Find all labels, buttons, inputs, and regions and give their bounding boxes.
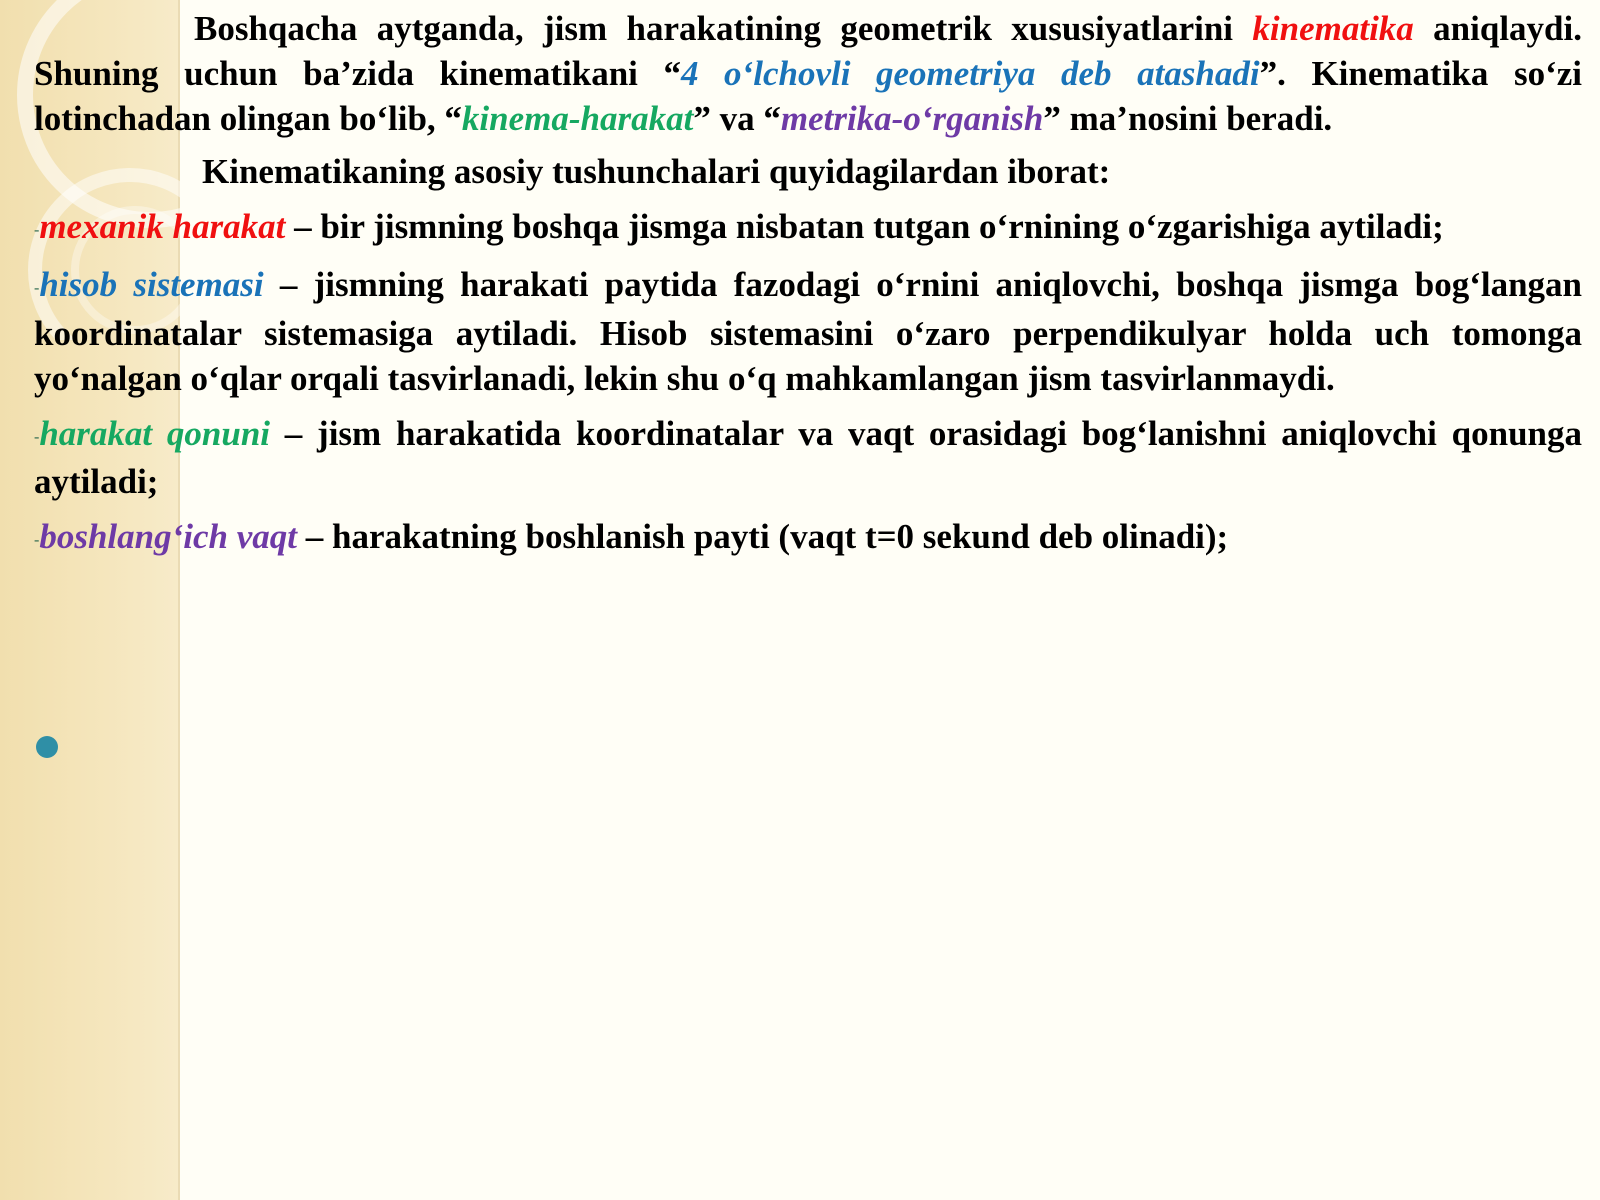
term-4d-geometry: 4 o‘lchovli geometriya deb atashadi — [680, 54, 1260, 93]
dash-marker: - — [34, 428, 40, 446]
term-kinematika: kinematika — [1252, 9, 1414, 48]
term-metrika: metrika-o‘rganish — [780, 99, 1044, 138]
intro-text-2: aniqlaydi. Shuning uchun ba’zida kinematikani “ — [34, 9, 1582, 93]
definition-text: – bir jismning boshqa jismga nisbatan tutgan o‘rnining o‘zgarishiga aytiladi; — [285, 207, 1444, 246]
dash-marker: - — [34, 279, 40, 297]
list-item-mexanik-harakat — [34, 204, 1582, 252]
list-item-boshlangich-vaqt — [34, 514, 1582, 562]
slide-content — [34, 6, 1582, 563]
dash-marker: - — [34, 531, 40, 549]
term-mexanik-harakat: mexanik harakat — [39, 207, 286, 246]
definition-text: – jismning harakati paytida fazodagi o‘rnini aniqlovchi, boshqa jismga bog‘langan koordinatalar sistemasiga aytiladi. Hisob sistemasini o‘zaro perpendikulyar holda uch tomonga yo‘nalgan o‘qlar orqali tasvirlanadi, lekin shu o‘q mahkamlangan jism tasvirlanmaydi. — [34, 265, 1583, 398]
term-kinema: kinema-harakat — [461, 99, 694, 138]
intro-text-1: Boshqacha aytganda, jism harakatining geometrik xususiyatlarini — [194, 9, 1253, 48]
intro-text-4: ” va “ — [693, 99, 781, 138]
section-heading: Kinematikaning asosiy tushunchalari quyidagilardan iborat: — [202, 152, 1111, 191]
term-hisob-sistemasi: hisob sistemasi — [39, 265, 264, 305]
dash-marker: - — [34, 221, 40, 239]
term-boshlangich-vaqt: boshlang‘ich vaqt — [39, 517, 297, 557]
definition-text: – jism harakatida koordinatalar va vaqt orasidagi bog‘lanishni aniqlovchi qonunga aytiladi; — [34, 413, 1582, 502]
list-item-harakat-qonuni — [34, 411, 1582, 504]
intro-text-3: ”. Kinematika so‘zi lotinchadan olingan bo‘lib, “ — [34, 54, 1583, 138]
bullet-dot — [36, 736, 58, 758]
intro-paragraph — [34, 6, 1582, 141]
definition-text: – harakatning boshlanish payti (vaqt t=0 sekund deb olinadi); — [297, 517, 1229, 557]
term-harakat-qonuni: harakat qonuni — [39, 413, 271, 453]
list-item-hisob-sistemasi — [34, 262, 1582, 400]
intro-text-5: ” ma’nosini beradi. — [1043, 99, 1333, 138]
